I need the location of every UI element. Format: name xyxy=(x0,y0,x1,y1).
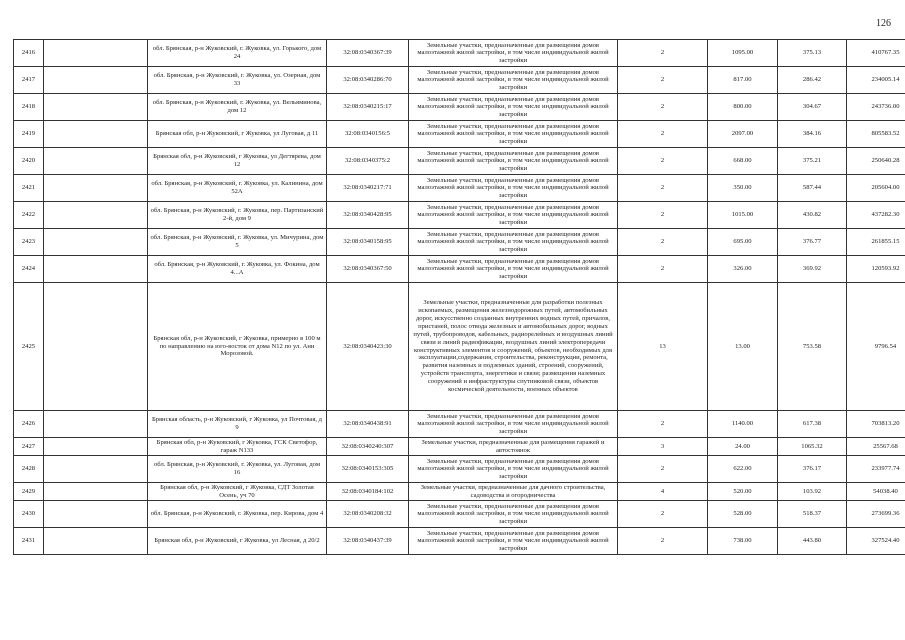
blank-cell xyxy=(44,202,148,229)
area-cell: 528.00 xyxy=(708,501,778,528)
cadastral-value-cell: 234005.14 xyxy=(847,67,905,94)
cadastral-number-cell: 32:08:0340428:95 xyxy=(327,202,409,229)
land-use-cell: Земельные участки, предназначенные для размещения домов малоэтажной жилой застройки, в том числе индивидуальной жилой застройки xyxy=(409,40,618,67)
row-number: 2428 xyxy=(14,456,44,483)
table-row xyxy=(14,438,905,456)
row-number: 2417 xyxy=(14,67,44,94)
table-row xyxy=(14,528,905,555)
specific-value-cell: 375.13 xyxy=(778,40,847,67)
row-number: 2429 xyxy=(14,483,44,501)
cadastral-value-cell: 233977.74 xyxy=(847,456,905,483)
specific-value-cell: 376.17 xyxy=(778,456,847,483)
blank-cell xyxy=(44,456,148,483)
cadastral-value-cell: 273699.36 xyxy=(847,501,905,528)
address-cell: Брянская область, р-н Жуковский, г Жуковка, ул Почтовая, д 9 xyxy=(148,411,327,438)
area-cell: 1015.00 xyxy=(708,202,778,229)
row-number: 2419 xyxy=(14,121,44,148)
specific-value-cell: 103.92 xyxy=(778,483,847,501)
table-body xyxy=(14,40,905,555)
address-cell: обл. Брянская, р-н Жуковский, г. Жуковка, ул. Вельяминова, дом 12 xyxy=(148,94,327,121)
address-cell: обл. Брянская, р-н Жуковский, г. Жуковка, ул. Фокина, дом 4...А xyxy=(148,256,327,283)
category-code-cell: 2 xyxy=(618,175,708,202)
address-cell: Брянская обл, р-н Жуковский, г Жуковка, ул Лесная, д 20/2 xyxy=(148,528,327,555)
land-use-cell: Земельные участки, предназначенные для разработки полезных ископаемых, размещения железнодорожных путей, автомобильных дорог, искусственно созданных внутренних водных путей, причалов, пристаней, полос отвода железных и автомобильных дорог, водных путей, трубопроводов, кабельных, радиорелейных и воздушных линий связи и линий радиофикации, воздушных линий электропередачи конструктивных элементов и сооружений, объектов, необходимых для эксплуатации,содержания, строительства, реконструкции, ремонта, развития наземных и подземных зданий, строений, сооружений, устройств транспорта, энергетики и связи; размещения наземных сооружений и инфраструктуры спутниковой связи, объектов космической деятельности, военных объектов xyxy=(409,283,618,411)
address-cell: Брянская обл, р-н Жуковский, г Жуковка, ул Луговая, д 11 xyxy=(148,121,327,148)
row-number: 2423 xyxy=(14,229,44,256)
address-cell: обл. Брянская, р-н Жуковский, г. Жуковка, ул. Озерная, дом 33 xyxy=(148,67,327,94)
category-code-cell: 2 xyxy=(618,411,708,438)
area-cell: 738.00 xyxy=(708,528,778,555)
category-code-cell: 2 xyxy=(618,501,708,528)
table-row xyxy=(14,148,905,175)
blank-cell xyxy=(44,256,148,283)
row-number: 2420 xyxy=(14,148,44,175)
specific-value-cell: 753.58 xyxy=(778,283,847,411)
area-cell: 1140.00 xyxy=(708,411,778,438)
specific-value-cell: 376.77 xyxy=(778,229,847,256)
cadastral-number-cell: 32:08:0340184:102 xyxy=(327,483,409,501)
category-code-cell: 3 xyxy=(618,438,708,456)
specific-value-cell: 375.21 xyxy=(778,148,847,175)
cadastral-value-cell: 805583.52 xyxy=(847,121,905,148)
row-number: 2424 xyxy=(14,256,44,283)
cadastral-value-cell: 120593.92 xyxy=(847,256,905,283)
area-cell: 2097.00 xyxy=(708,121,778,148)
category-code-cell: 2 xyxy=(618,456,708,483)
cadastral-number-cell: 32:08:0340208:32 xyxy=(327,501,409,528)
land-use-cell: Земельные участки, предназначенные для размещения домов малоэтажной жилой застройки, в том числе индивидуальной жилой застройки xyxy=(409,67,618,94)
land-use-cell: Земельные участки, предназначенные для размещения домов малоэтажной жилой застройки, в том числе индивидуальной жилой застройки xyxy=(409,456,618,483)
specific-value-cell: 1065.32 xyxy=(778,438,847,456)
row-number: 2427 xyxy=(14,438,44,456)
specific-value-cell: 369.92 xyxy=(778,256,847,283)
cadastral-number-cell: 32:08:0340367:50 xyxy=(327,256,409,283)
land-use-cell: Земельные участки, предназначенные для размещения домов малоэтажной жилой застройки, в том числе индивидуальной жилой застройки xyxy=(409,256,618,283)
specific-value-cell: 430.82 xyxy=(778,202,847,229)
area-cell: 817.00 xyxy=(708,67,778,94)
cadastral-value-cell: 261855.15 xyxy=(847,229,905,256)
category-code-cell: 2 xyxy=(618,67,708,94)
cadastral-number-cell: 32:08:0340158:95 xyxy=(327,229,409,256)
specific-value-cell: 617.38 xyxy=(778,411,847,438)
address-cell: обл. Брянская, р-н Жуковский, г. Жуковка, ул. Калинина, дом 52А xyxy=(148,175,327,202)
cadastral-number-cell: 32:08:0340286:70 xyxy=(327,67,409,94)
cadastral-number-cell: 32:08:0340423:30 xyxy=(327,283,409,411)
category-code-cell: 2 xyxy=(618,528,708,555)
land-use-cell: Земельные участки, предназначенные для размещения домов малоэтажной жилой застройки, в том числе индивидуальной жилой застройки xyxy=(409,501,618,528)
specific-value-cell: 384.16 xyxy=(778,121,847,148)
area-cell: 668.00 xyxy=(708,148,778,175)
table-row xyxy=(14,283,905,411)
land-use-cell: Земельные участки, предназначенные для размещения домов малоэтажной жилой застройки, в том числе индивидуальной жилой застройки xyxy=(409,148,618,175)
land-use-cell: Земельные участки, предназначенные для размещения гаражей и автостоянок xyxy=(409,438,618,456)
area-cell: 24.00 xyxy=(708,438,778,456)
area-cell: 13.00 xyxy=(708,283,778,411)
row-number: 2416 xyxy=(14,40,44,67)
blank-cell xyxy=(44,411,148,438)
blank-cell xyxy=(44,438,148,456)
land-use-cell: Земельные участки, предназначенные для размещения домов малоэтажной жилой застройки, в том числе индивидуальной жилой застройки xyxy=(409,411,618,438)
cadastral-value-cell: 9796.54 xyxy=(847,283,905,411)
address-cell: обл. Брянская, р-н Жуковский, г. Жуковка, пер. Партизанский 2-й, дом 9 xyxy=(148,202,327,229)
land-use-cell: Земельные участки, предназначенные для дачного строительства, садоводства и огородничества xyxy=(409,483,618,501)
specific-value-cell: 443.80 xyxy=(778,528,847,555)
category-code-cell: 2 xyxy=(618,121,708,148)
address-cell: обл. Брянская, р-н Жуковский, г. Жуковка, ул. Мичурина, дом 5 xyxy=(148,229,327,256)
category-code-cell: 2 xyxy=(618,229,708,256)
land-use-cell: Земельные участки, предназначенные для размещения домов малоэтажной жилой застройки, в том числе индивидуальной жилой застройки xyxy=(409,202,618,229)
table-row xyxy=(14,67,905,94)
page-number: 126 xyxy=(876,18,891,29)
table-row xyxy=(14,229,905,256)
address-cell: Брянская обл, р-н Жуковский, г Жуковка, ГСК Светофор, гараж N133 xyxy=(148,438,327,456)
blank-cell xyxy=(44,40,148,67)
row-number: 2425 xyxy=(14,283,44,411)
cadastral-value-cell: 25567.68 xyxy=(847,438,905,456)
blank-cell xyxy=(44,528,148,555)
row-number: 2426 xyxy=(14,411,44,438)
cadastral-number-cell: 32:08:0340367:39 xyxy=(327,40,409,67)
cadastral-number-cell: 32:08:0340217:71 xyxy=(327,175,409,202)
blank-cell xyxy=(44,283,148,411)
cadastral-value-cell: 703813.20 xyxy=(847,411,905,438)
cadastral-number-cell: 32:08:0340156:5 xyxy=(327,121,409,148)
blank-cell xyxy=(44,175,148,202)
area-cell: 1095.00 xyxy=(708,40,778,67)
table-row xyxy=(14,456,905,483)
cadastral-value-cell: 437282.30 xyxy=(847,202,905,229)
land-use-cell: Земельные участки, предназначенные для размещения домов малоэтажной жилой застройки, в том числе индивидуальной жилой застройки xyxy=(409,121,618,148)
cadastral-value-cell: 205604.00 xyxy=(847,175,905,202)
area-cell: 326.00 xyxy=(708,256,778,283)
category-code-cell: 2 xyxy=(618,256,708,283)
land-use-cell: Земельные участки, предназначенные для размещения домов малоэтажной жилой застройки, в том числе индивидуальной жилой застройки xyxy=(409,175,618,202)
table-row xyxy=(14,256,905,283)
table-row xyxy=(14,501,905,528)
cadastral-value-cell: 410767.35 xyxy=(847,40,905,67)
address-cell: обл. Брянская, р-н Жуковский, г. Жуковка, пер. Кирова, дом 4 xyxy=(148,501,327,528)
address-cell: Брянская обл, р-н Жуковский, г Жуковка, ул Дегтярева, дом 12 xyxy=(148,148,327,175)
area-cell: 520.00 xyxy=(708,483,778,501)
table-row xyxy=(14,175,905,202)
cadastral-number-cell: 32:08:0340153:305 xyxy=(327,456,409,483)
cadastral-number-cell: 32:08:0340375:2 xyxy=(327,148,409,175)
row-number: 2431 xyxy=(14,528,44,555)
category-code-cell: 4 xyxy=(618,483,708,501)
area-cell: 800.00 xyxy=(708,94,778,121)
row-number: 2421 xyxy=(14,175,44,202)
table-row xyxy=(14,94,905,121)
cadastral-number-cell: 32:08:0340215:17 xyxy=(327,94,409,121)
land-use-cell: Земельные участки, предназначенные для размещения домов малоэтажной жилой застройки, в том числе индивидуальной жилой застройки xyxy=(409,229,618,256)
row-number: 2430 xyxy=(14,501,44,528)
cadastral-value-cell: 250640.28 xyxy=(847,148,905,175)
address-cell: обл. Брянская, р-н Жуковский, г. Жуковка, ул. Луговая, дом 16 xyxy=(148,456,327,483)
blank-cell xyxy=(44,501,148,528)
address-cell: Брянская обл, р-н Жуковский, г Жуковка, примерно в 100 м по направлению на юго-восток от дома N12 по ул. Ани Морозовой. xyxy=(148,283,327,411)
category-code-cell: 2 xyxy=(618,148,708,175)
address-cell: обл. Брянская, р-н Жуковский, г. Жуковка, ул. Горького, дом 24 xyxy=(148,40,327,67)
address-cell: Брянская обл, р-н Жуковский, г Жуковка, СДТ Золотая Осень, уч 70 xyxy=(148,483,327,501)
row-number: 2422 xyxy=(14,202,44,229)
table-row xyxy=(14,202,905,229)
cadastral-number-cell: 32:08:0340438:91 xyxy=(327,411,409,438)
cadastral-value-cell: 327524.40 xyxy=(847,528,905,555)
blank-cell xyxy=(44,121,148,148)
specific-value-cell: 286.42 xyxy=(778,67,847,94)
cadastral-value-cell: 243736.00 xyxy=(847,94,905,121)
blank-cell xyxy=(44,483,148,501)
land-use-cell: Земельные участки, предназначенные для размещения домов малоэтажной жилой застройки, в том числе индивидуальной жилой застройки xyxy=(409,94,618,121)
blank-cell xyxy=(44,67,148,94)
cadastral-number-cell: 32:08:0340240:307 xyxy=(327,438,409,456)
table-row xyxy=(14,40,905,67)
cadastral-number-cell: 32:08:0340437:39 xyxy=(327,528,409,555)
table-row xyxy=(14,121,905,148)
blank-cell xyxy=(44,94,148,121)
cadastral-value-cell: 54038.40 xyxy=(847,483,905,501)
row-number: 2418 xyxy=(14,94,44,121)
specific-value-cell: 518.37 xyxy=(778,501,847,528)
category-code-cell: 2 xyxy=(618,40,708,67)
land-use-cell: Земельные участки, предназначенные для размещения домов малоэтажной жилой застройки, в том числе индивидуальной жилой застройки xyxy=(409,528,618,555)
area-cell: 695.00 xyxy=(708,229,778,256)
table-row xyxy=(14,411,905,438)
specific-value-cell: 304.67 xyxy=(778,94,847,121)
area-cell: 350.00 xyxy=(708,175,778,202)
category-code-cell: 2 xyxy=(618,202,708,229)
specific-value-cell: 587.44 xyxy=(778,175,847,202)
blank-cell xyxy=(44,148,148,175)
area-cell: 622.00 xyxy=(708,456,778,483)
category-code-cell: 2 xyxy=(618,94,708,121)
category-code-cell: 13 xyxy=(618,283,708,411)
cadastral-value-table xyxy=(13,39,905,555)
table-row xyxy=(14,483,905,501)
blank-cell xyxy=(44,229,148,256)
